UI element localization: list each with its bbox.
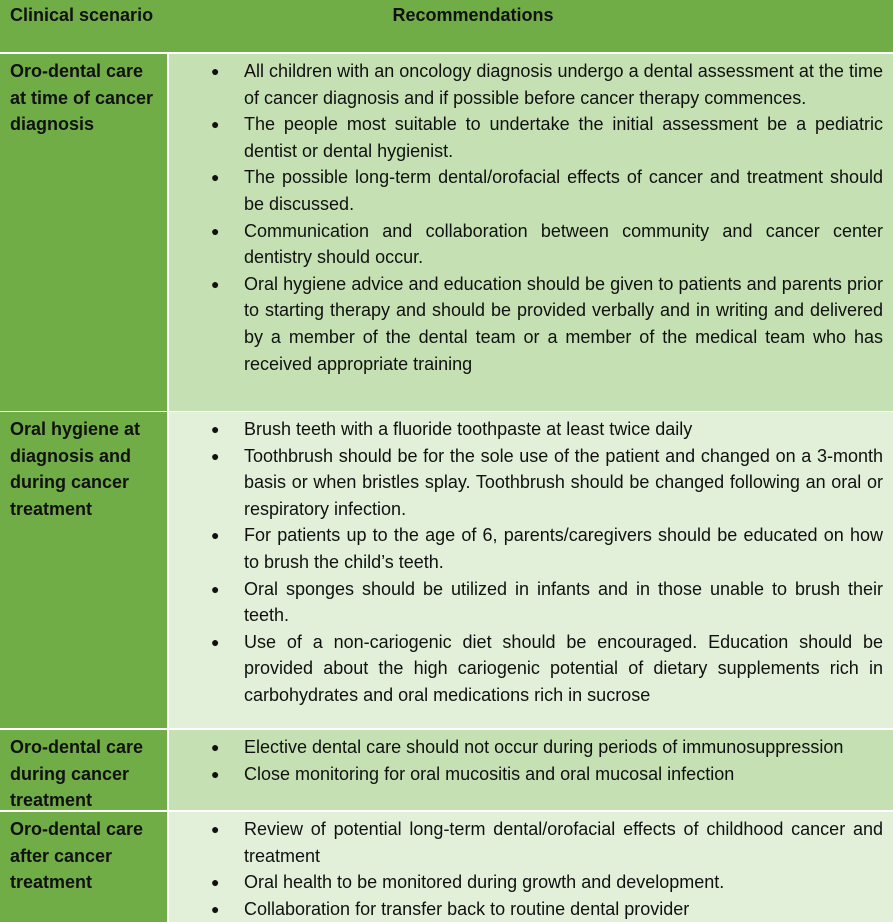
list-item (183, 896, 883, 922)
recommendation-list (183, 58, 883, 377)
recommendation-text: Elective dental care should not occur during periods of immunosuppression (244, 737, 844, 757)
table-row (0, 811, 893, 922)
bullet-icon: ● (211, 222, 220, 239)
table-header-row (0, 0, 893, 52)
bullet-icon: ● (211, 633, 220, 650)
recommendation-text: Collaboration for transfer back to routine dental provider (244, 898, 690, 919)
scenario-cell: Oro-dental care during cancer treatment (0, 730, 169, 810)
list-item (183, 629, 883, 709)
bullet-icon: ● (211, 739, 220, 755)
scenario-cell: Oro-dental care after cancer treatment (0, 812, 169, 922)
recommendation-text: Oral hygiene advice and education should be given to patients and parents prior to starting therapy and should be provided verbally and in writing and delivered by a member of the dental team or a member of the medical team who has received appropriate training (244, 273, 883, 374)
list-item (183, 218, 883, 271)
recommendations-cell (169, 730, 893, 810)
recommendation-text: Close monitoring for oral mucositis and oral mucosal infection (244, 763, 735, 784)
bullet-icon: ● (211, 821, 220, 837)
recommendations-cell (169, 412, 893, 728)
recommendation-list (183, 416, 883, 709)
header-clinical-scenario: Clinical scenario (10, 5, 154, 25)
bullet-icon: ● (211, 275, 220, 292)
list-item (183, 58, 883, 111)
recommendation-text: The people most suitable to undertake the initial assessment be a pediatric dentist or dental hygienist. (244, 114, 883, 161)
recommendation-text: Oral sponges should be utilized in infants and in those unable to brush their teeth. (244, 578, 883, 626)
bullet-icon: ● (211, 63, 220, 79)
list-item (183, 164, 883, 217)
recommendations-cell (169, 812, 893, 922)
list-item (183, 271, 883, 377)
bullet-icon: ● (211, 900, 220, 917)
list-item (183, 734, 883, 761)
recommendation-text: Use of a non-cariogenic diet should be encouraged. Education should be provided about the high cariogenic potential of dietary supplements rich in carbohydrates and oral medications rich in sucrose (244, 631, 883, 705)
list-item (183, 576, 883, 629)
scenario-cell: Oro-dental care at time of cancer diagnosis (0, 54, 169, 411)
recommendation-list (183, 816, 883, 922)
recommendation-text: Review of potential long-term dental/orofacial effects of childhood cancer and treatment (244, 819, 883, 866)
bullet-icon: ● (211, 765, 220, 782)
table-row (0, 53, 893, 411)
list-item (183, 416, 883, 443)
table-row (0, 411, 893, 728)
list-item (183, 816, 883, 869)
recommendation-text: The possible long-term dental/orofacial effects of cancer and treatment should be discussed. (244, 167, 883, 214)
bullet-icon: ● (211, 447, 220, 464)
bullet-icon: ● (211, 116, 220, 133)
list-item (183, 111, 883, 164)
recommendation-text: Communication and collaboration between community and cancer center dentistry should occur. (244, 220, 883, 268)
recommendations-cell (169, 54, 893, 411)
bullet-icon: ● (211, 580, 220, 597)
list-item (183, 443, 883, 523)
recommendation-text: Toothbrush should be for the sole use of the patient and changed on a 3-month basis or when bristles splay. Toothbrush should be changed following an oral or respiratory infection. (244, 445, 883, 519)
recommendation-text: Oral health to be monitored during growth and development. (244, 872, 725, 893)
scenario-cell: Oral hygiene at diagnosis and during cancer treatment (0, 412, 169, 728)
header-recommendations: Recommendations (392, 5, 554, 25)
table-row (0, 729, 893, 810)
list-item (183, 869, 883, 896)
bullet-icon: ● (211, 421, 220, 437)
recommendation-text: For patients up to the age of 6, parents/caregivers should be educated on how to brush the child’s teeth. (244, 525, 883, 572)
recommendation-list (183, 734, 883, 787)
bullet-icon: ● (211, 527, 220, 544)
list-item (183, 522, 883, 575)
recommendation-text: All children with an oncology diagnosis undergo a dental assessment at the time of cancer diagnosis and if possible before cancer therapy commences. (244, 61, 883, 108)
list-item (183, 761, 883, 788)
recommendation-text: Brush teeth with a fluoride toothpaste at least twice daily (244, 419, 693, 439)
bullet-icon: ● (211, 169, 220, 186)
bullet-icon: ● (211, 874, 220, 891)
